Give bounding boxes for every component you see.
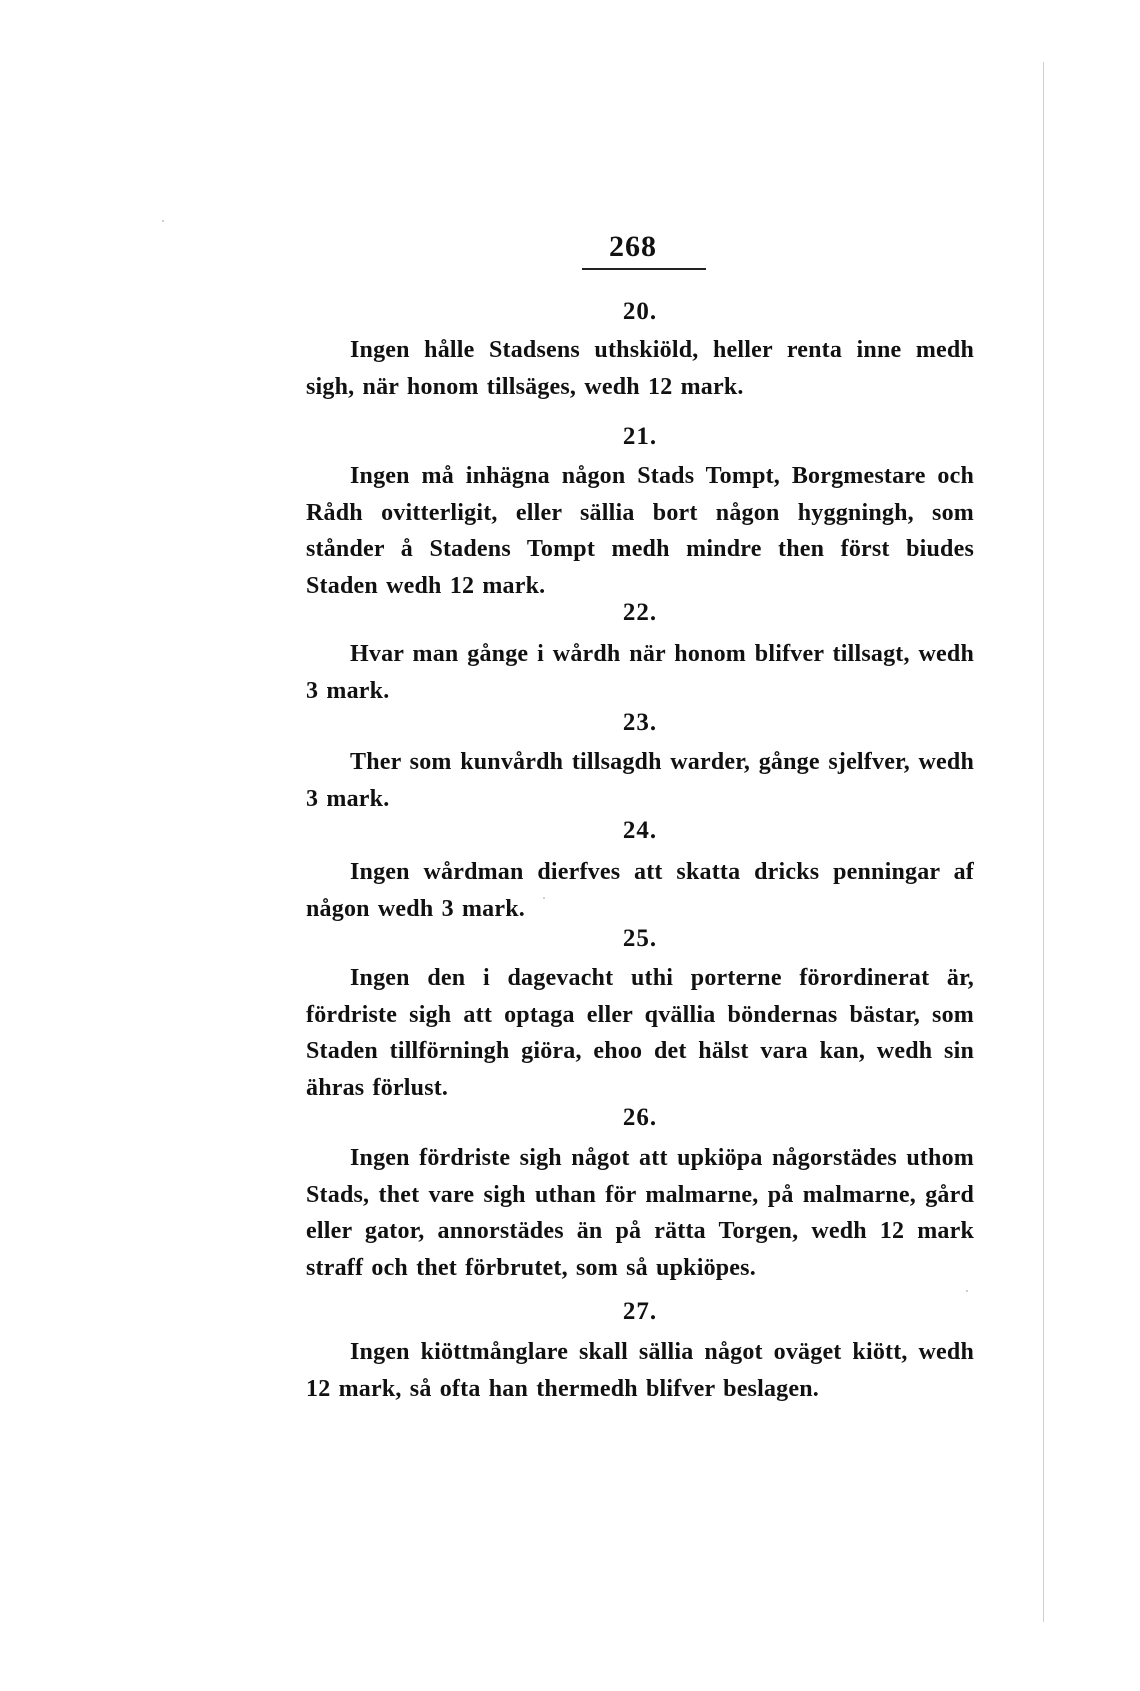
section-text-20: Ingen hålle Stadsens uthskiöld, heller renta inne medh sigh, när honom tillsäges, wedh 12 mark. — [306, 337, 974, 400]
section-number-25: 25. — [622, 925, 658, 952]
section-text-26: Ingen fördriste sigh något att upkiöpa någorstädes uthom Stads, thet vare sigh uthan för malmarne, på malmarne, gård eller gator, annorstädes än på rätta Torgen, wedh 12 mark straff och thet förbrutet, som så upkiöpes. — [306, 1145, 974, 1281]
section-text-23: Ther som kunvårdh tillsagdh warder, gånge sjelfver, wedh 3 mark. — [306, 749, 974, 812]
scan-speck — [966, 1290, 968, 1292]
section-number-22: 22. — [622, 599, 658, 626]
page-number: 268 — [609, 230, 657, 263]
section-number-24: 24. — [622, 817, 658, 844]
section-text-25: Ingen den i dagevacht uthi porterne förordinerat är, fördriste sigh att optaga eller qvällia böndernas bästar, som Staden tillförningh giöra, ehoo det hälst vara kan, wedh sin ähras förlust. — [306, 965, 974, 1101]
section-number-20: 20. — [622, 298, 658, 325]
scan-speck — [162, 220, 164, 222]
section-number-27: 27. — [622, 1298, 658, 1325]
section-number-21: 21. — [622, 423, 658, 450]
section-text-21: Ingen må inhägna någon Stads Tompt, Borgmestare och Rådh ovitterligit, eller sällia bort någon hyggningh, som stånder å Stadens Tompt medh mindre then först biudes Staden wedh 12 mark. — [306, 463, 974, 599]
section-number-23: 23. — [622, 709, 658, 736]
section-text-22: Hvar man gånge i wårdh när honom blifver tillsagt, wedh 3 mark. — [306, 641, 974, 704]
page-edge-line — [1043, 62, 1044, 1622]
section-number-26: 26. — [622, 1104, 658, 1131]
section-text-27: Ingen kiöttmånglare skall sällia något oväget kiött, wedh 12 mark, så ofta han thermedh blifver beslagen. — [306, 1339, 974, 1402]
section-text-24: Ingen wårdman dierfves att skatta dricks penningar af någon wedh 3 mark. — [306, 859, 974, 922]
page-number-rule — [582, 268, 706, 270]
